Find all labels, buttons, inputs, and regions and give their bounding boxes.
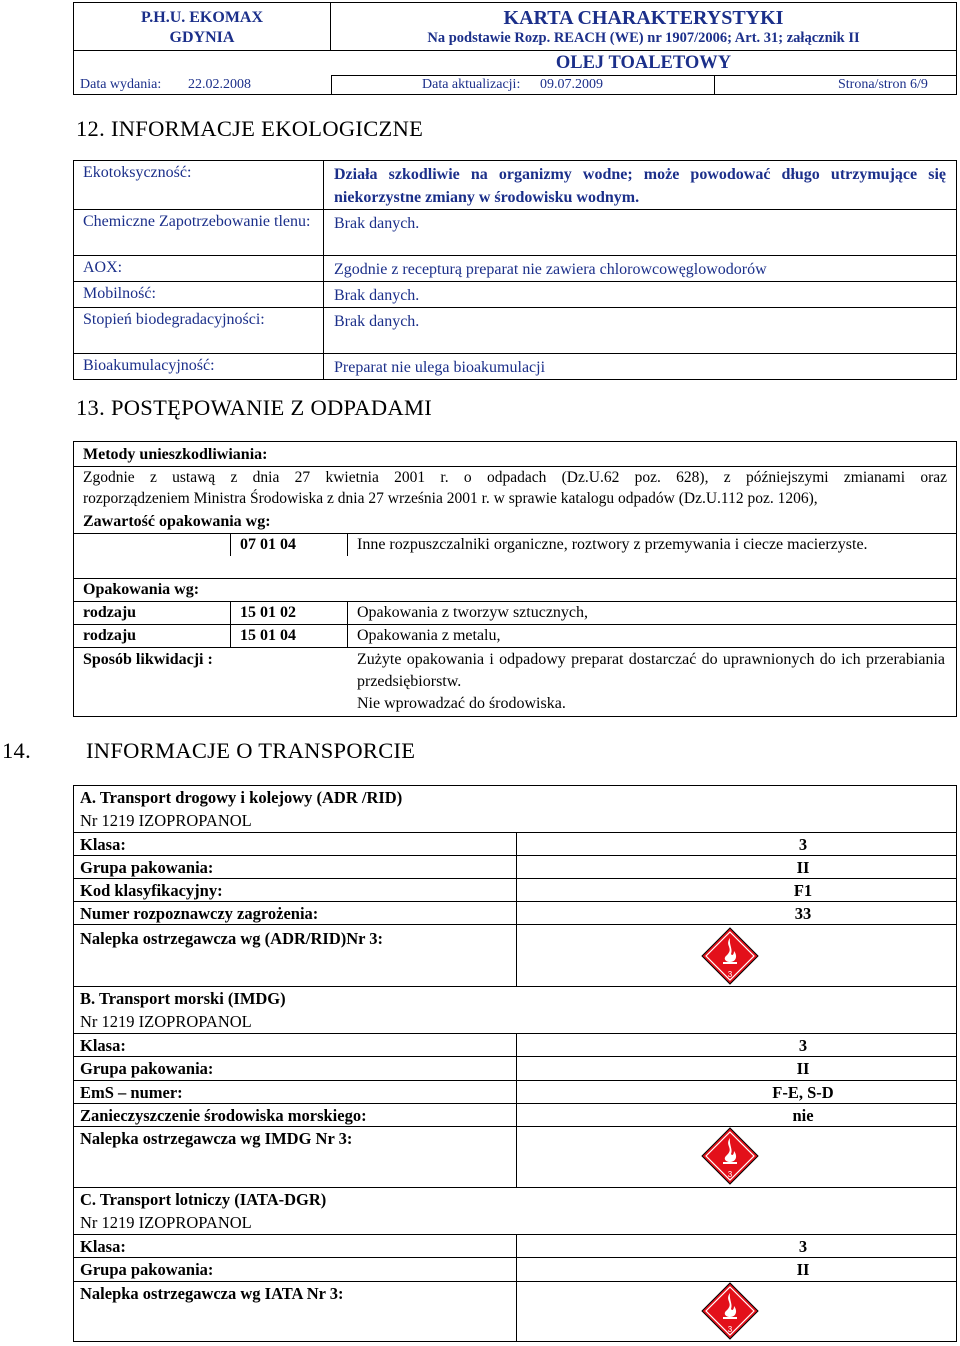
sea-ems-label: EmS – numer: [80,1083,183,1102]
packaging-kind: rodzaju [83,604,137,621]
svg-text:3: 3 [727,1325,733,1334]
road-heading: A. Transport drogowy i kolejowy (ADR /RID) [80,788,403,807]
section-13-title: 13. POSTĘPOWANIE Z ODPADAMI [76,395,433,420]
row-divider [74,1080,956,1081]
road-sticker-label: Nalepka ostrzegawcza wg (ADR/RID)Nr 3: [80,929,384,948]
section-12-title: 12. INFORMACJE EKOLOGICZNE [76,116,424,141]
packaging-label: Opakowania wg: [83,581,200,598]
row-divider [74,1187,956,1188]
road-group-value: II [796,858,810,877]
sea-class-label: Klasa: [80,1036,126,1055]
road-class-label: Klasa: [80,835,126,854]
section-14-number: 14. [2,738,32,763]
disposal-warning: Nie wprowadzać do środowiska. [357,695,566,712]
air-group-value: II [796,1260,810,1279]
ecotoxicity-label: Ekotoksyczność: [74,161,324,210]
company-name: P.H.U. EKOMAX [140,9,264,26]
air-class-label: Klasa: [80,1237,126,1256]
column-divider [347,601,348,647]
packaging-description: Opakowania z tworzyw sztucznych, [357,604,589,621]
issue-date: 22.02.2008 [188,77,251,92]
svg-text:3: 3 [727,1170,733,1179]
row-divider [74,901,956,902]
row-divider [74,1257,956,1258]
column-divider [516,1234,517,1341]
waste-table [73,441,957,717]
column-divider [516,1033,517,1187]
bioaccumulation-label: Bioakumulacyjność: [74,354,324,380]
row-divider [74,1103,956,1104]
row-divider [74,924,956,925]
row-divider [74,986,956,987]
issue-date-label: Data wydania: [80,77,162,92]
document-title: KARTA CHARAKTERYSTYKI [503,7,784,29]
row-divider [74,578,956,579]
mobility-label: Mobilność: [74,282,324,308]
column-divider [230,601,231,647]
air-group-label: Grupa pakowania: [80,1260,214,1279]
row-divider [74,878,956,879]
methods-text-2: rozporządzeniem Ministra Środowiska z dnia 27 września 2001 r. w sprawie katalogu odpadów (Dz.U.112 poz. 1206), [83,490,818,507]
document-title-block [331,3,956,51]
air-sticker-label: Nalepka ostrzegawcza wg IATA Nr 3: [80,1284,344,1303]
methods-label: Metody unieszkodliwiania: [83,446,268,463]
packaging-code: 15 01 04 [240,627,296,644]
row-divider [74,624,956,625]
section-14-title: INFORMACJE O TRANSPORCIE [86,738,416,763]
biodegradability-label: Stopień biodegradacyjności: [74,308,324,354]
biodegradability-value: Brak danych. [334,313,420,330]
air-class-value: 3 [798,1237,808,1256]
company-city: GDYNIA [169,29,235,46]
methods-text-1: Zgodnie z ustawą z dnia 27 kwietnia 2001 r. o odpadach (Dz.U.62 poz. 628), z późniejszymi zmianami oraz [83,469,947,486]
mobility-value: Brak danych. [334,287,420,304]
page-number: Strona/stron 6/9 [838,77,928,92]
aox-value: Zgodnie z recepturą preparat nie zawiera chlorowcowęglowodorów [334,261,767,278]
update-date-label: Data aktualizacji: [422,77,521,92]
sea-ems-value: F-E, S-D [772,1083,834,1102]
aox-label: AOX: [74,256,324,282]
row-divider [74,1126,956,1127]
flammable-liquid-label-icon [701,1282,759,1340]
document-basis: Na podstawie Rozp. REACH (WE) nr 1907/2006; Art. 31; załącznik II [427,30,860,46]
air-un-number: Nr 1219 IZOPROPANOL [80,1213,252,1232]
disposal-label: Sposób likwidacji : [83,651,213,668]
column-divider [230,533,231,556]
company-block [74,3,331,51]
content-label: Zawartość opakowania wg: [83,513,271,530]
content-code: 07 01 04 [240,536,296,553]
dates-row [74,76,956,94]
row-divider [74,1281,956,1282]
oxygen-demand-label: Chemiczne Zapotrzebowanie tlenu: [74,210,324,256]
road-code-value: F1 [793,881,813,900]
flammable-liquid-label-icon [701,927,759,985]
sea-pollution-label: Zanieczyszczenie środowiska morskiego: [80,1106,367,1125]
packaging-kind: rodzaju [83,627,137,644]
column-divider [347,533,348,556]
road-code-label: Kod klasyfikacyjny: [80,881,223,900]
flammable-liquid-label-icon [701,1127,759,1185]
oxygen-demand-value: Brak danych. [334,215,420,232]
update-date: 09.07.2009 [540,77,603,92]
row-divider [74,1033,956,1034]
row-divider [74,855,956,856]
ecology-table [73,160,957,380]
row-divider [74,832,956,833]
sea-heading: B. Transport morski (IMDG) [80,989,286,1008]
transport-table [73,785,957,1342]
ecotoxicity-value: Działa szkodliwie na organizmy wodne; może powodować długo utrzymujące się niekorzystne zmiany w środowisku wodnym. [334,166,946,206]
road-group-label: Grupa pakowania: [80,858,214,877]
row-divider [74,1234,956,1235]
air-heading: C. Transport lotniczy (IATA-DGR) [80,1190,327,1209]
row-divider [74,1056,956,1057]
row-divider [74,647,956,648]
sea-pollution-value: nie [792,1106,814,1125]
road-class-value: 3 [798,835,808,854]
content-description: Inne rozpuszczalniki organiczne, roztwory z przemywania i ciecze macierzyste. [357,536,868,553]
bioaccumulation-value: Preparat nie ulega bioakumulacji [334,359,546,376]
sea-group-value: II [796,1059,810,1078]
product-name: OLEJ TOALETOWY [331,51,956,76]
disposal-text: Zużyte opakowania i odpadowy preparat dostarczać do uprawnionych do ich przerabiania przedsiębiorstw. [357,651,945,690]
road-hazard-value: 33 [794,904,812,923]
sea-sticker-label: Nalepka ostrzegawcza wg IMDG Nr 3: [80,1129,353,1148]
road-hazard-label: Numer rozpoznawczy zagrożenia: [80,904,319,923]
header-divider [714,76,715,94]
header-divider [331,76,332,94]
packaging-description: Opakowania z metalu, [357,627,501,644]
packaging-code: 15 01 02 [240,604,296,621]
svg-text:3: 3 [727,970,733,979]
column-divider [516,832,517,986]
sea-class-value: 3 [798,1036,808,1055]
sea-group-label: Grupa pakowania: [80,1059,214,1078]
document-header [73,2,957,95]
road-un-number: Nr 1219 IZOPROPANOL [80,811,252,830]
sea-un-number: Nr 1219 IZOPROPANOL [80,1012,252,1031]
